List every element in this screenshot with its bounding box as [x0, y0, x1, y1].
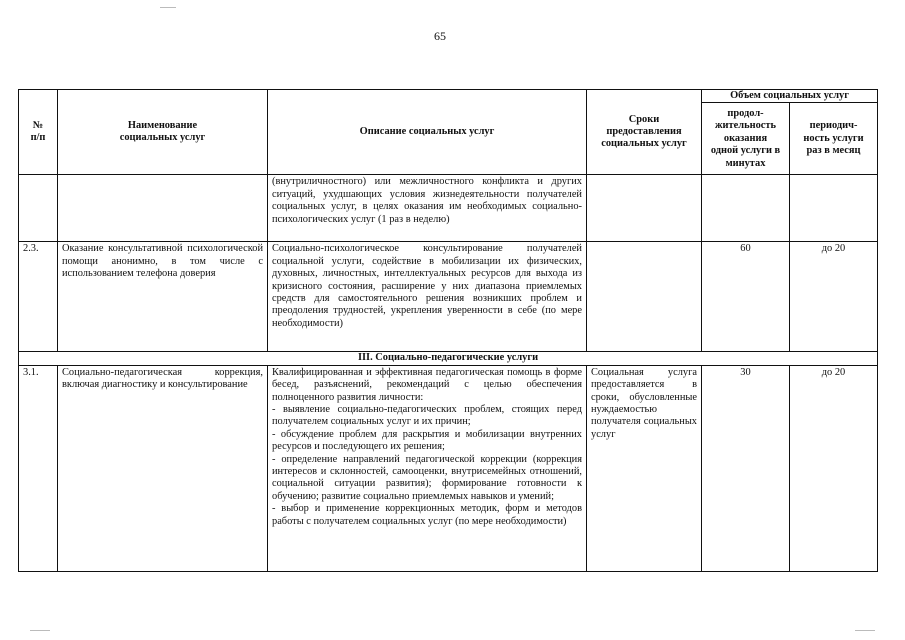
- row-periodicity: [790, 175, 878, 242]
- row-duration: 30: [702, 365, 790, 571]
- row-num: 3.1.: [19, 365, 58, 571]
- page-number: 65: [434, 29, 446, 43]
- section-title: III. Социально-педагогические услуги: [19, 352, 878, 365]
- scan-artifact: [855, 630, 875, 631]
- scan-artifact: [30, 630, 50, 631]
- services-table: [18, 89, 878, 572]
- row-periodicity: до 20: [790, 365, 878, 571]
- header-terms: Сроки предоставления социальных услуг: [587, 90, 702, 175]
- row-duration: 60: [702, 242, 790, 352]
- row-num: [19, 175, 58, 242]
- row-description: Квалифицированная и эффективная педагогическая помощь в форме бесед, разъяснений, рекомендаций с целью обеспечения полноценного развития личности: - выявление социально-педагогических проблем, стоящих перед получателем социальных услуг и их причин; - обсуждение проблем для раскрытия и мобилизации внутренних ресурсов и последующего их решения; - определение направлений педагогической коррекции (коррекция интересов и склонностей, самооценки, внутрисемейных отношений, социальной ситуации развития); формирование готовности к обучению; развитие социально приемлемых навыков и умений; - выбор и применение коррекционных методик, форм и методов работы с получателем социальных услуг (по мере необходимости): [268, 365, 587, 571]
- row-name: [58, 175, 268, 242]
- row-terms: [587, 242, 702, 352]
- table-row: [19, 175, 878, 242]
- header-name: Наименование социальных услуг: [58, 90, 268, 175]
- row-periodicity: до 20: [790, 242, 878, 352]
- header-description: Описание социальных услуг: [268, 90, 587, 175]
- header-volume: Объем социальных услуг: [702, 90, 878, 103]
- scan-artifact: [160, 7, 176, 8]
- row-terms: [587, 175, 702, 242]
- header-periodicity: периодич- ность услуги раз в месяц: [790, 103, 878, 175]
- row-description: Социально-психологическое консультирование получателей социальной услуги, содействие в мобилизации их физических, духовных, личностных, интеллектуальных ресурсов для выхода из кризисного состояния, расширение у них диапазона приемлемых средств для самостоятельного решения возникших проблем и преодоления трудностей, укрепления уверенности в себе (по мере необходимости): [268, 242, 587, 352]
- section-row: [19, 352, 878, 365]
- row-description: (внутриличностного) или межличностного конфликта и других ситуаций, ухудшающих условия жизнедеятельности получателей социальных услуг, в целях оказания им необходимых социально-психологических услуг (1 раз в неделю): [268, 175, 587, 242]
- row-terms: Социальная услуга предоставляется в сроки, обусловленные нуждаемостью получателя социальных услуг: [587, 365, 702, 571]
- row-duration: [702, 175, 790, 242]
- header-duration: продол- жительность оказания одной услуги в минутах: [702, 103, 790, 175]
- row-name: Оказание консультативной психологической помощи анонимно, в том числе с использованием телефона доверия: [58, 242, 268, 352]
- table-row: [19, 242, 878, 352]
- row-num: 2.3.: [19, 242, 58, 352]
- row-name: Социально-педагогическая коррекция, включая диагностику и консультирование: [58, 365, 268, 571]
- table-row: [19, 365, 878, 571]
- header-num: № п/п: [19, 90, 58, 175]
